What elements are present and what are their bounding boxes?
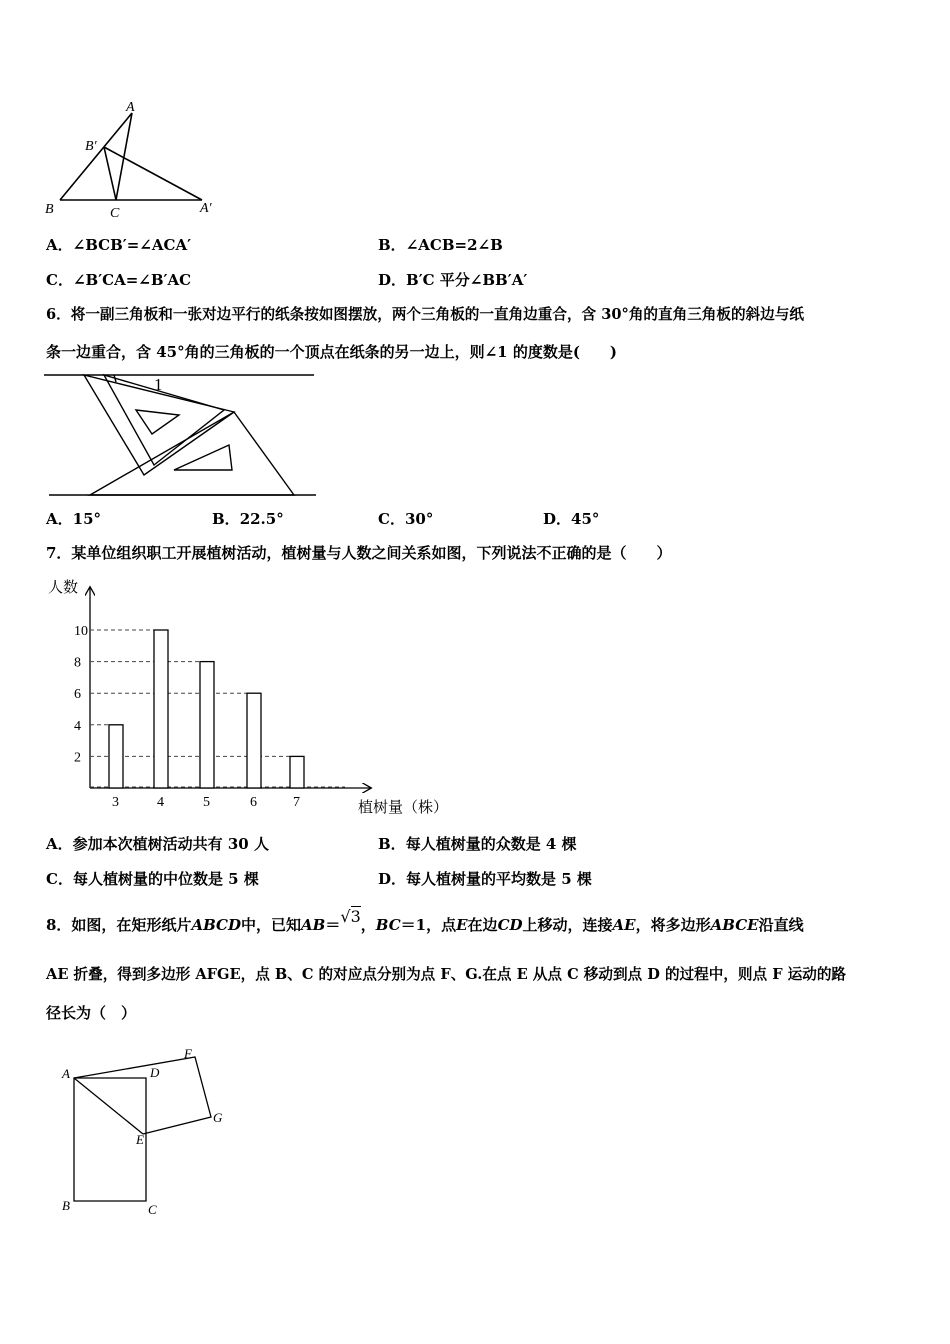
q5-option-a: A．∠BCB′=∠ACA′ <box>46 236 192 254</box>
label-b: B <box>45 202 54 217</box>
x-tick-label: 7 <box>293 795 300 810</box>
segment-b-prime-c <box>104 147 116 200</box>
q7-option-c: C．每人植树量的中位数是 5 棵 <box>46 870 259 888</box>
y-axis-label: 人数 <box>48 580 79 596</box>
q8-stem-line3: 径长为（ ） <box>46 1004 137 1022</box>
q6-stem-line2: 条一边重合，含 45°角的三角板的一个顶点在纸条的另一边上，则∠1 的度数是( ) <box>46 343 618 361</box>
y-tick-label: 2 <box>74 750 81 766</box>
q5-option-b: B．∠ACB=2∠B <box>378 236 503 254</box>
bar-5 <box>200 662 214 788</box>
q7-option-a: A．参加本次植树活动共有 30 人 <box>46 835 269 853</box>
label-b-prime: B′ <box>85 139 97 154</box>
x-tick-label: 3 <box>112 795 119 810</box>
label-a-prime: A′ <box>200 201 212 216</box>
x-axis-label: 植树量（株） <box>358 800 449 816</box>
segment-ac <box>116 113 132 200</box>
q7-stem: 7．某单位组织职工开展植树活动，植树量与人数之间关系如图，下列说法不正确的是（ ） <box>46 544 672 562</box>
triangle-ruler-figure <box>44 370 324 500</box>
label-c: C <box>148 1202 157 1217</box>
y-tick-label: 8 <box>74 655 81 671</box>
y-tick-label: 6 <box>74 687 81 703</box>
triangle-30-hole <box>136 410 179 434</box>
x-tick-label: 6 <box>250 795 257 810</box>
q6-option-a: A．15° <box>46 510 102 528</box>
label-c: C <box>110 206 120 221</box>
rotation-figure <box>40 95 230 225</box>
folding-rectangle-figure <box>50 1042 250 1222</box>
triangle-45 <box>90 412 294 495</box>
q6-option-d: D．45° <box>543 510 600 528</box>
label-a: A <box>62 1066 70 1081</box>
q6-option-c: C．30° <box>378 510 434 528</box>
segment-b-prime-a-prime <box>104 147 202 200</box>
label-g: G <box>213 1110 223 1125</box>
q6-stem-line1: 6．将一副三角板和一张对边平行的纸条按如图摆放，两个三角板的一直角边重合，含 30°角的直角三角板的斜边与纸 <box>46 306 804 323</box>
q5-option-c: C．∠B′CA=∠B′AC <box>46 271 192 289</box>
x-tick-label: 5 <box>203 795 210 810</box>
bar-4 <box>154 630 168 788</box>
label-a: A <box>126 100 135 115</box>
label-b: B <box>62 1198 70 1213</box>
bar-6 <box>247 693 261 788</box>
bar-7 <box>290 756 304 788</box>
label-e: E <box>136 1132 144 1147</box>
q5-option-d: D．B′C 平分∠BB′A′ <box>378 271 528 289</box>
segment-ae <box>74 1078 143 1134</box>
tree-planting-bar-chart <box>40 572 480 822</box>
q7-option-d: D．每人植树量的平均数是 5 棵 <box>378 870 592 888</box>
x-tick-label: 4 <box>157 795 164 810</box>
triangle-30-inner <box>104 375 224 465</box>
label-f: F <box>184 1046 192 1061</box>
q7-option-b: B．每人植树量的众数是 4 棵 <box>378 835 577 853</box>
q8-stem-line2: AE 折叠，得到多边形 AFGE，点 B、C 的对应点分别为点 F、G.在点 E 从点 C 移动到点 D 的过程中，则点 F 运动的路 <box>46 966 847 983</box>
bar-3 <box>109 725 123 788</box>
y-tick-label: 10 <box>74 624 88 639</box>
y-tick-label: 4 <box>74 718 81 734</box>
angle-1-label: 1 <box>154 375 163 394</box>
q6-option-b: B．22.5° <box>212 510 284 528</box>
q8-stem-line1: 8．如图，在矩形纸片ABCD中，已知AB＝√3，BC＝1，点E在边CD上移动，连接AE，将多边形ABCE沿直线 <box>46 907 804 934</box>
label-d: D <box>150 1065 160 1080</box>
